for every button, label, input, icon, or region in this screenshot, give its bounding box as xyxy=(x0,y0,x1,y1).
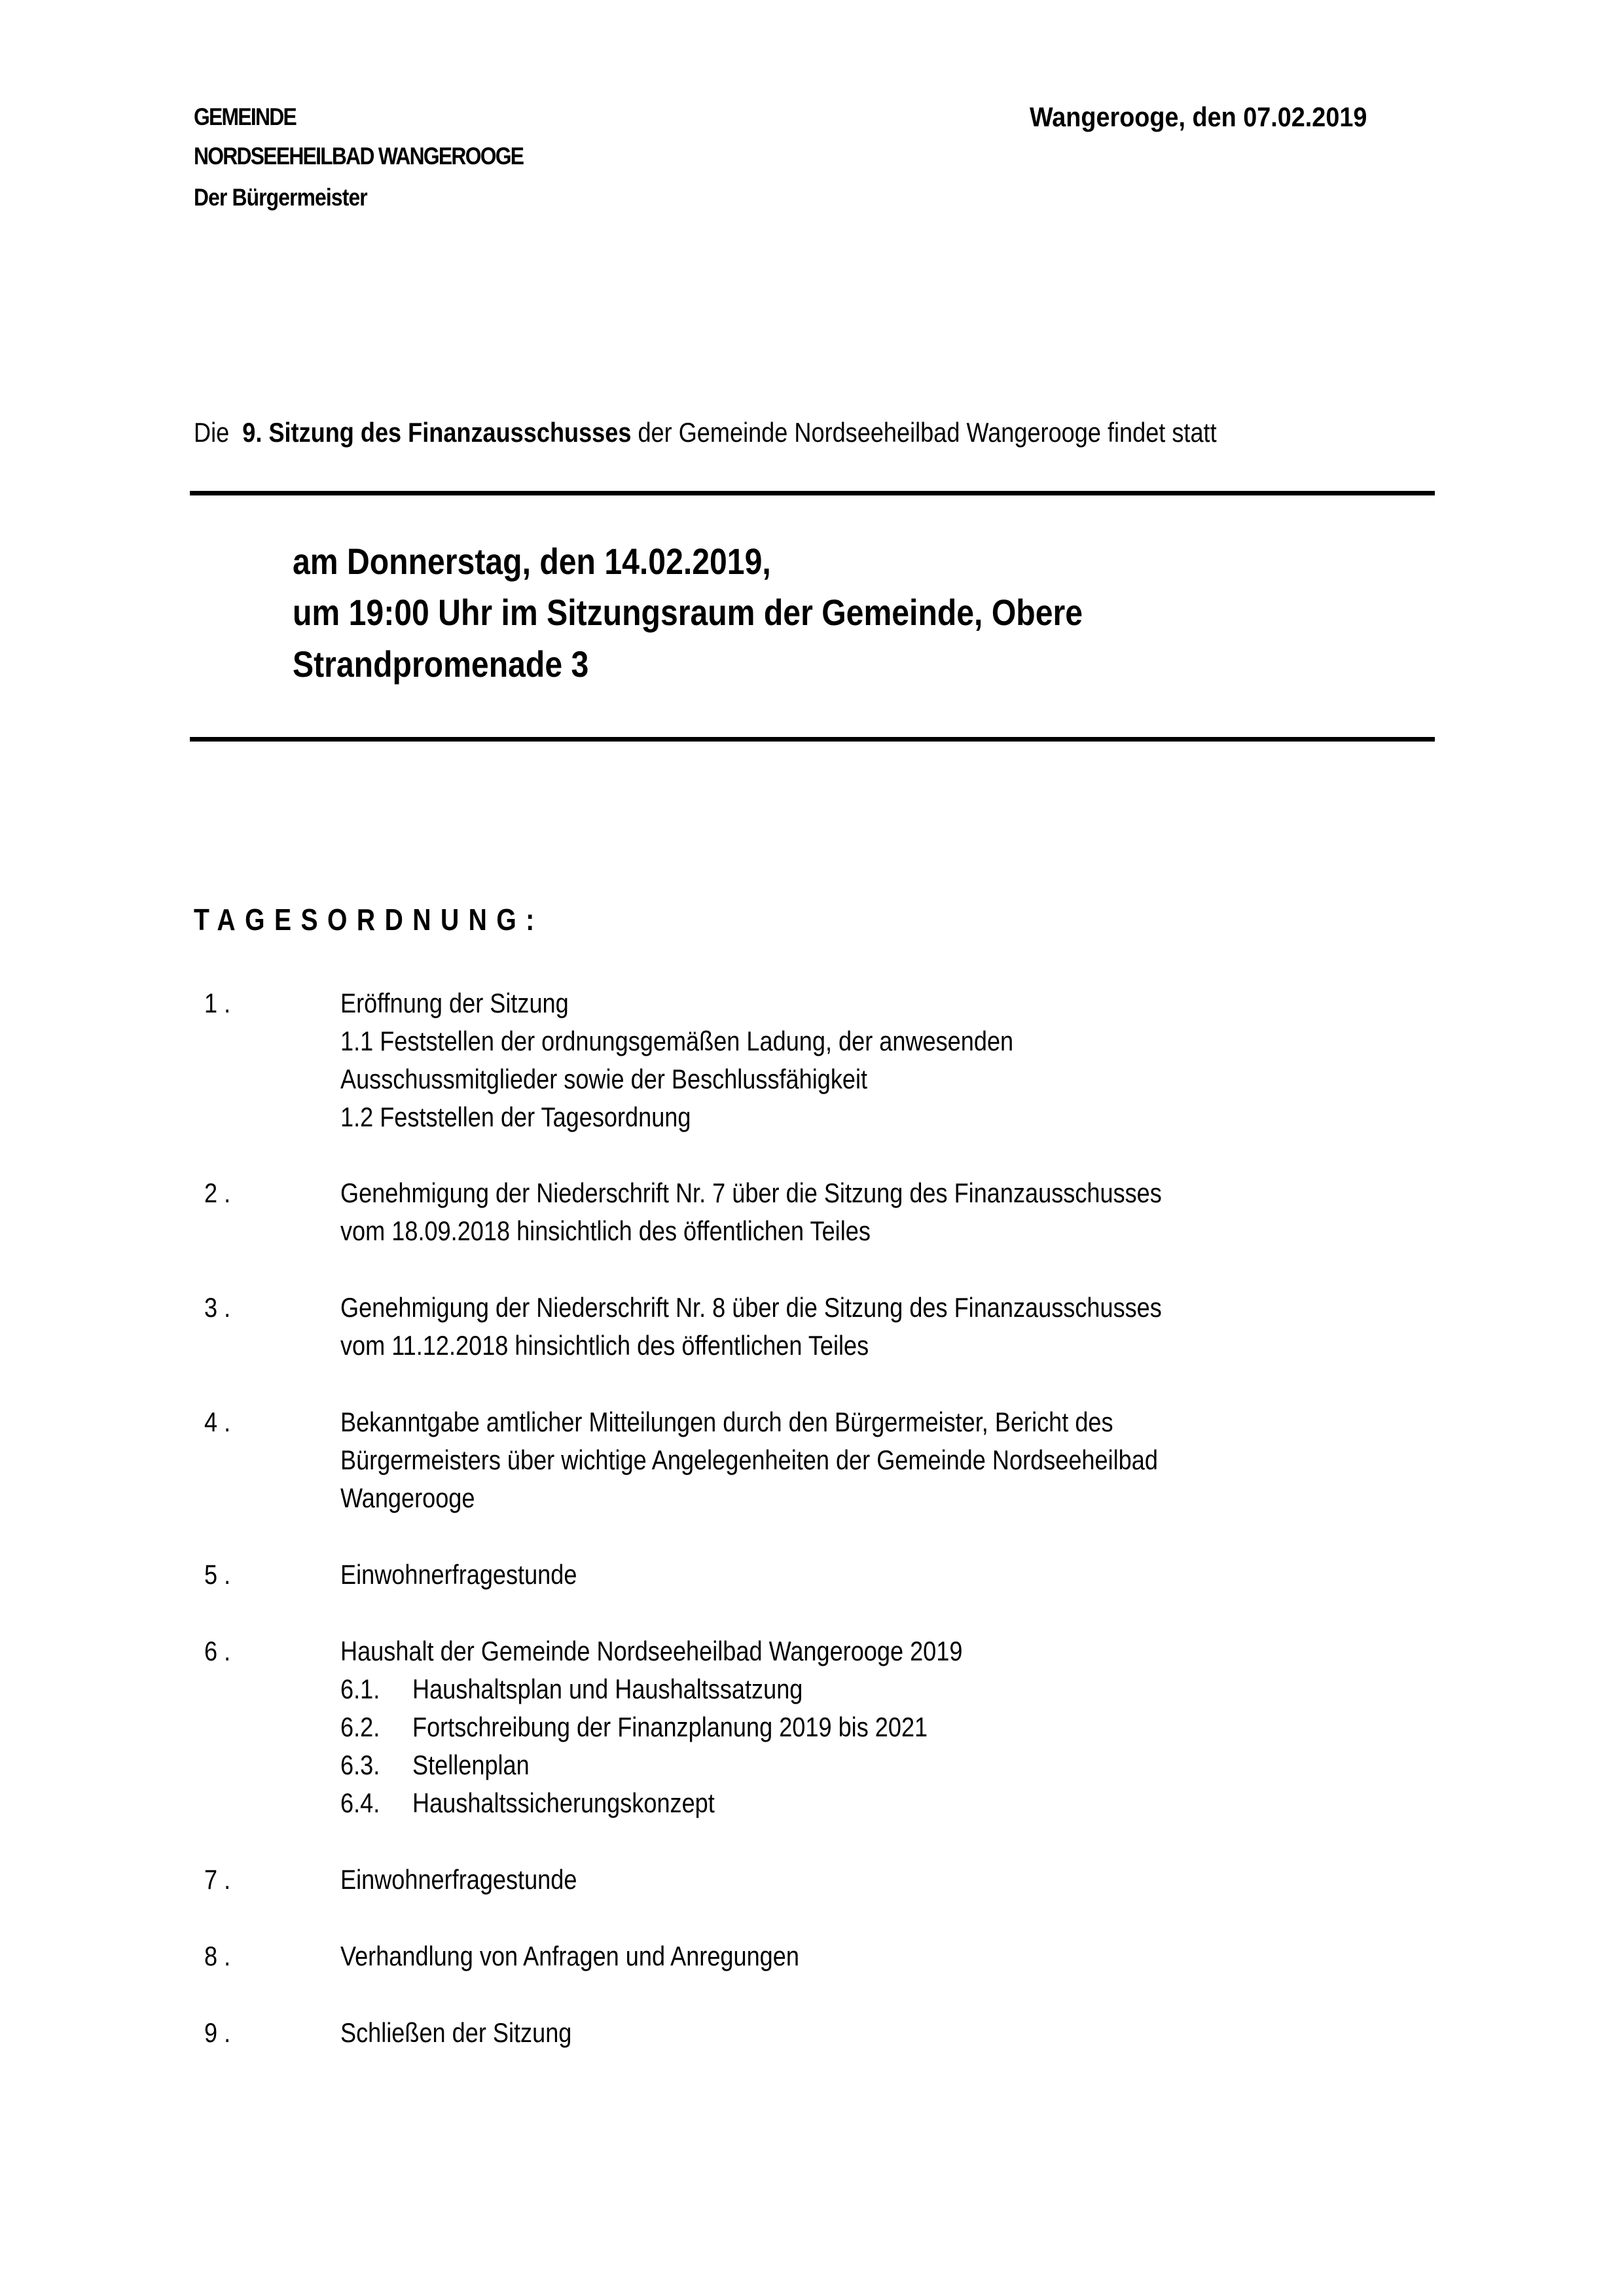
agenda-item-text: Bürgermeisters über wichtige Angelegenheiten der Gemeinde Nordseeheilbad xyxy=(340,1444,1158,1475)
agenda-item-number: 3 . xyxy=(204,1292,231,1323)
letterhead-office: Der Bürgermeister xyxy=(194,184,367,211)
agenda-subitem-text: Fortschreibung der Finanzplanung 2019 bis 2021 xyxy=(412,1712,928,1742)
agenda-subitem-text: Stellenplan xyxy=(412,1749,530,1780)
agenda-item-text: Haushalt der Gemeinde Nordseeheilbad Wangerooge 2019 xyxy=(340,1636,963,1666)
agenda-subitem-number: 6.2. xyxy=(340,1712,380,1742)
agenda-item-number: 9 . xyxy=(204,2017,231,2048)
agenda-item-text: Ausschussmitglieder sowie der Beschlussfähigkeit xyxy=(340,1064,868,1094)
agenda-item-text: Einwohnerfragestunde xyxy=(340,1559,577,1590)
agenda-item-number: 8 . xyxy=(204,1941,231,1971)
agenda-title: TAGESORDNUNG: xyxy=(194,903,544,937)
agenda-item-text: 1.2 Feststellen der Tagesordnung xyxy=(340,1102,691,1132)
agenda-item-number: 5 . xyxy=(204,1559,231,1590)
agenda-item-number: 1 . xyxy=(204,988,231,1018)
agenda-item-text: Bekanntgabe amtlicher Mitteilungen durch den Bürgermeister, Bericht des xyxy=(340,1407,1113,1437)
agenda-item-number: 4 . xyxy=(204,1407,231,1437)
intro-suffix: der Gemeinde Nordseeheilbad Wangerooge findet statt xyxy=(638,417,1217,448)
agenda-item-text: Genehmigung der Niederschrift Nr. 8 über die Sitzung des Finanzausschusses xyxy=(340,1292,1162,1323)
meeting-address: Strandpromenade 3 xyxy=(293,643,589,685)
agenda-subitem-text: Haushaltssicherungskonzept xyxy=(412,1787,715,1818)
agenda-item-text: Einwohnerfragestunde xyxy=(340,1864,577,1895)
agenda-subitem-number: 6.3. xyxy=(340,1749,380,1780)
agenda-item-text: Wangerooge xyxy=(340,1482,475,1513)
agenda-item-text: Verhandlung von Anfragen und Anregungen xyxy=(340,1941,799,1971)
agenda-item-text: Eröffnung der Sitzung xyxy=(340,988,569,1018)
agenda-item-text: Genehmigung der Niederschrift Nr. 7 über die Sitzung des Finanzausschusses xyxy=(340,1177,1162,1208)
intro-sentence xyxy=(194,419,1217,446)
divider-bottom xyxy=(190,737,1435,742)
place-date: Wangerooge, den 07.02.2019 xyxy=(1030,101,1367,132)
agenda-item-number: 2 . xyxy=(204,1177,231,1208)
agenda-item-text: Schließen der Sitzung xyxy=(340,2017,572,2048)
agenda-item-number: 6 . xyxy=(204,1636,231,1666)
meeting-date: am Donnerstag, den 14.02.2019, xyxy=(293,541,771,582)
agenda-subitem-number: 6.1. xyxy=(340,1674,380,1704)
intro-prefix: Die xyxy=(194,417,230,448)
meeting-time-location: um 19:00 Uhr im Sitzungsraum der Gemeinde, Obere xyxy=(293,592,1083,633)
agenda-item-text: 1.1 Feststellen der ordnungsgemäßen Ladung, der anwesenden xyxy=(340,1026,1014,1056)
letterhead-name: NORDSEEHEILBAD WANGEROOGE xyxy=(194,143,524,170)
agenda-subitem-number: 6.4. xyxy=(340,1787,380,1818)
agenda-item-number: 7 . xyxy=(204,1864,231,1895)
letterhead-municipality: GEMEINDE xyxy=(194,103,296,130)
agenda-item-text: vom 11.12.2018 hinsichtlich des öffentlichen Teiles xyxy=(340,1330,869,1361)
intro-session: 9. Sitzung des Finanzausschusses xyxy=(242,417,632,448)
agenda-item-text: vom 18.09.2018 hinsichtlich des öffentlichen Teiles xyxy=(340,1215,871,1246)
divider-top xyxy=(190,491,1435,495)
agenda-subitem-text: Haushaltsplan und Haushaltssatzung xyxy=(412,1674,803,1704)
